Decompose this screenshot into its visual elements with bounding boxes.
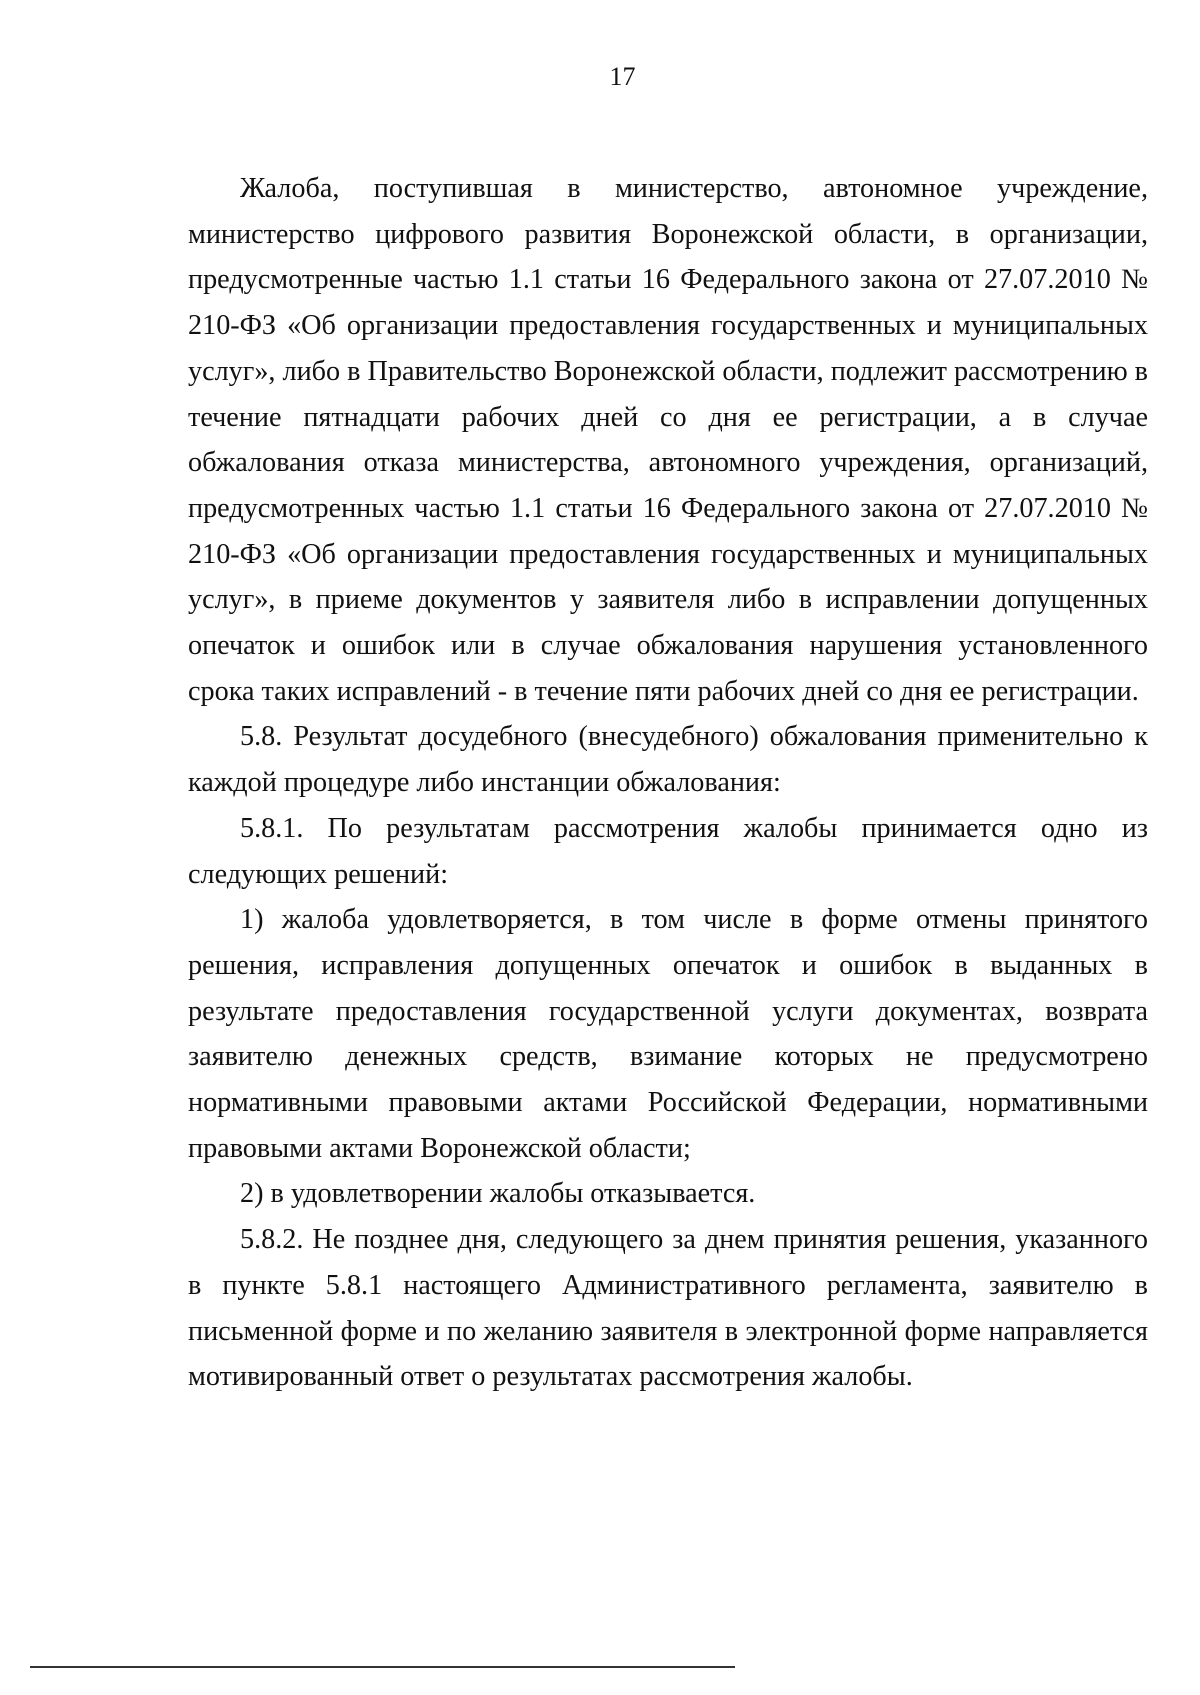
paragraph-5-8: 5.8. Результат досудебного (внесудебного) обжалования применительно к каждой процедуре либо инстанции обжалования: xyxy=(188,721,1148,799)
document-body xyxy=(188,166,1148,1400)
paragraph-complaint-review-terms: Жалоба, поступившая в министерство, автономное учреждение, министерство цифрового развития Воронежской области, в организации, предусмотренные частью 1.1 статьи 16 Федерального закона от 27.07.2010 № 210-ФЗ «Об организации предоставления государственных и муниципальных услуг», либо в Правительство Воронежской области, подлежит рассмотрению в течение пятнадцати рабочих дней со дня ее регистрации, а в случае обжалования отказа министерства, автономного учреждения, организаций, предусмотренных частью 1.1 статьи 16 Федерального закона от 27.07.2010 № 210-ФЗ «Об организации предоставления государственных и муниципальных услуг», в приеме документов у заявителя либо в исправлении допущенных опечаток и ошибок или в случае обжалования нарушения установленного срока таких исправлений - в течение пяти рабочих дней со дня ее регистрации. xyxy=(188,173,1148,707)
page-number: 17 xyxy=(609,62,636,91)
paragraph-5-8-1: 5.8.1. По результатам рассмотрения жалобы принимается одно из следующих решений: xyxy=(188,812,1148,890)
paragraph-decision-1: 1) жалоба удовлетворяется, в том числе в форме отмены принятого решения, исправления допущенных опечаток и ошибок в выданных в результате предоставления государственной услуги документах, возврата заявителю денежных средств, взимание которых не предусмотрено нормативными правовыми актами Российской Федерации, нормативными правовыми актами Воронежской области; xyxy=(188,904,1148,1164)
paragraph-5-8-2: 5.8.2. Не позднее дня, следующего за днем принятия решения, указанного в пункте 5.8.1 настоящего Административного регламента, заявителю в письменной форме и по желанию заявителя в электронной форме направляется мотивированный ответ о результатах рассмотрения жалобы. xyxy=(188,1224,1148,1393)
bottom-divider xyxy=(30,1666,735,1668)
paragraph-decision-2: 2) в удовлетворении жалобы отказывается. xyxy=(240,1178,756,1210)
